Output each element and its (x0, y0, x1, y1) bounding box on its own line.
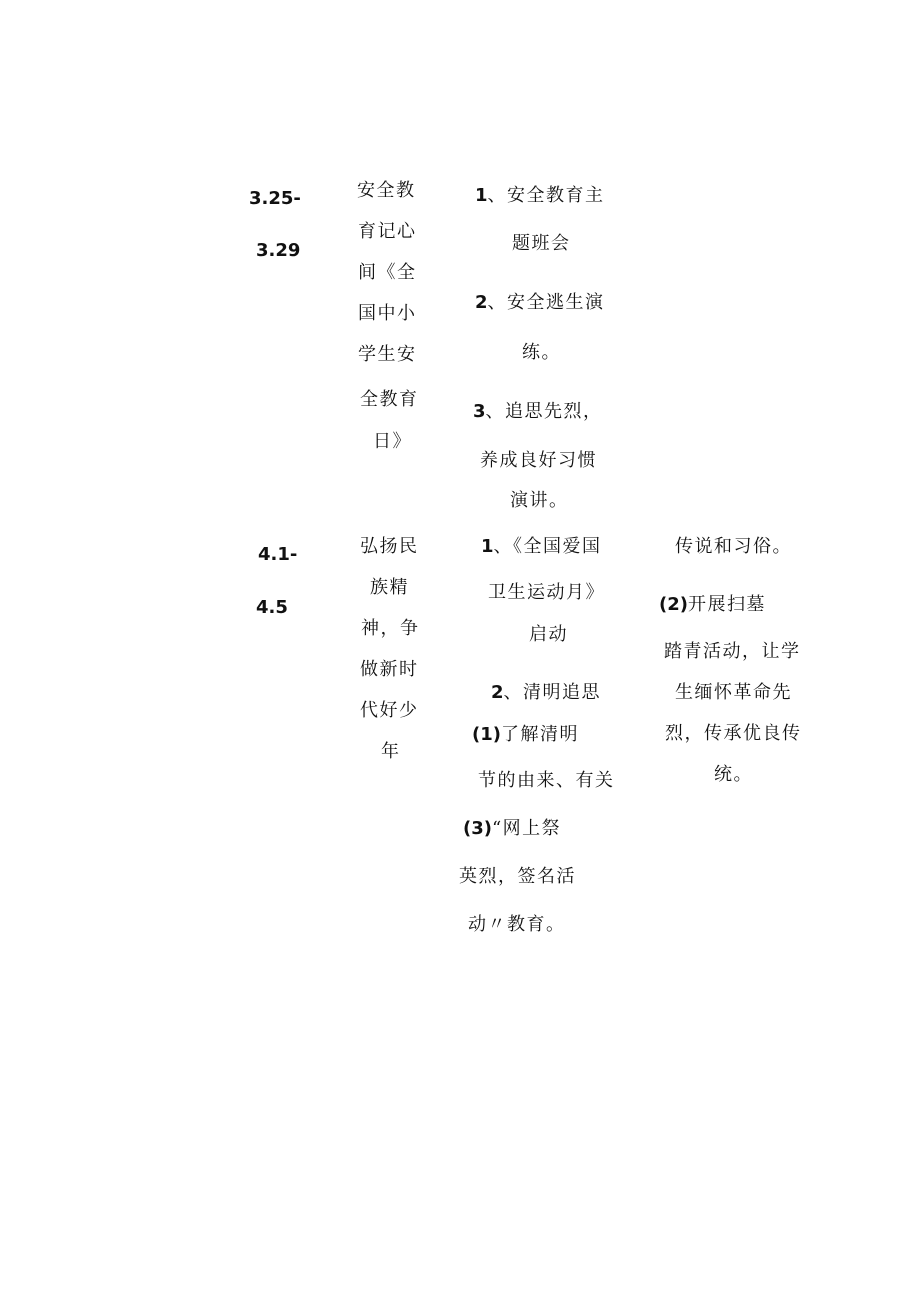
row2-theme-line: 年 (381, 741, 401, 762)
notes-line: 烈，传承优良传 (665, 723, 802, 744)
row1-theme-line: 育记心 (358, 221, 417, 242)
row2-theme-line: 代好少 (360, 700, 419, 721)
activity-subitem (472, 726, 579, 744)
row1-date-end: 3.29 (256, 240, 301, 261)
item-number: 1 (481, 536, 494, 557)
row1-theme-line: 国中小 (358, 303, 417, 324)
subitem-number: (3) (463, 818, 492, 839)
row2-theme-line: 神，争 (361, 618, 420, 639)
row1-date-start: 3.25- (249, 188, 301, 209)
row2-theme-line: 弘扬民 (360, 536, 419, 557)
item-number: 3 (473, 401, 486, 422)
notes-line: 踏青活动，让学 (664, 641, 801, 662)
item-number: 2 (491, 682, 504, 703)
item-text: 、清明追思 (503, 682, 602, 703)
item-text: 、《全国爱国 (493, 536, 602, 557)
notes-subitem (659, 596, 766, 614)
activity-item (481, 538, 602, 556)
activity-item-cont: 卫生运动月》 (488, 582, 605, 603)
row1-theme-line: 学生安 (358, 344, 417, 365)
subitem-number: (2) (659, 594, 688, 615)
activity-item (473, 403, 603, 421)
notes-line: 统。 (714, 764, 753, 785)
activity-subitem-cont: 英烈，签名活 (459, 866, 576, 887)
item-text: 、安全教育主 (487, 185, 605, 206)
row2-theme-line: 族精 (370, 577, 409, 598)
activity-subitem-cont: 动〃教育。 (468, 914, 566, 935)
activity-item-cont: 题班会 (512, 233, 571, 254)
row2-date-start: 4.1- (258, 544, 298, 565)
item-text: 、安全逃生演 (487, 292, 605, 313)
row2-theme-line: 做新时 (360, 659, 419, 680)
subitem-number: (1) (472, 724, 501, 745)
activity-item-cont: 练。 (522, 342, 561, 363)
row2-date-end: 4.5 (256, 597, 288, 618)
activity-item-cont: 启动 (529, 624, 568, 645)
activity-item (491, 684, 601, 702)
subitem-text: 了解清明 (500, 724, 579, 745)
subitem-text: “网上祭 (491, 818, 562, 839)
activity-subitem (463, 820, 561, 838)
activity-item (475, 187, 605, 205)
activity-item-cont: 养成良好习惯 (480, 450, 597, 471)
row1-theme-line: 安全教 (357, 180, 416, 201)
row1-theme-line: 全教育 (360, 389, 419, 410)
item-number: 1 (475, 185, 488, 206)
row1-theme-line: 日》 (373, 431, 412, 452)
activity-subitem-cont: 节的由来、有关 (478, 770, 615, 791)
item-text: 、追思先烈， (485, 401, 603, 422)
notes-line: 传说和习俗。 (675, 536, 792, 557)
notes-line: 生缅怀革命先 (675, 682, 792, 703)
activity-item (475, 294, 605, 312)
item-number: 2 (475, 292, 488, 313)
row1-theme-line: 间《全 (358, 262, 417, 283)
activity-item-cont: 演讲。 (510, 490, 569, 511)
subitem-text: 开展扫墓 (687, 594, 766, 615)
